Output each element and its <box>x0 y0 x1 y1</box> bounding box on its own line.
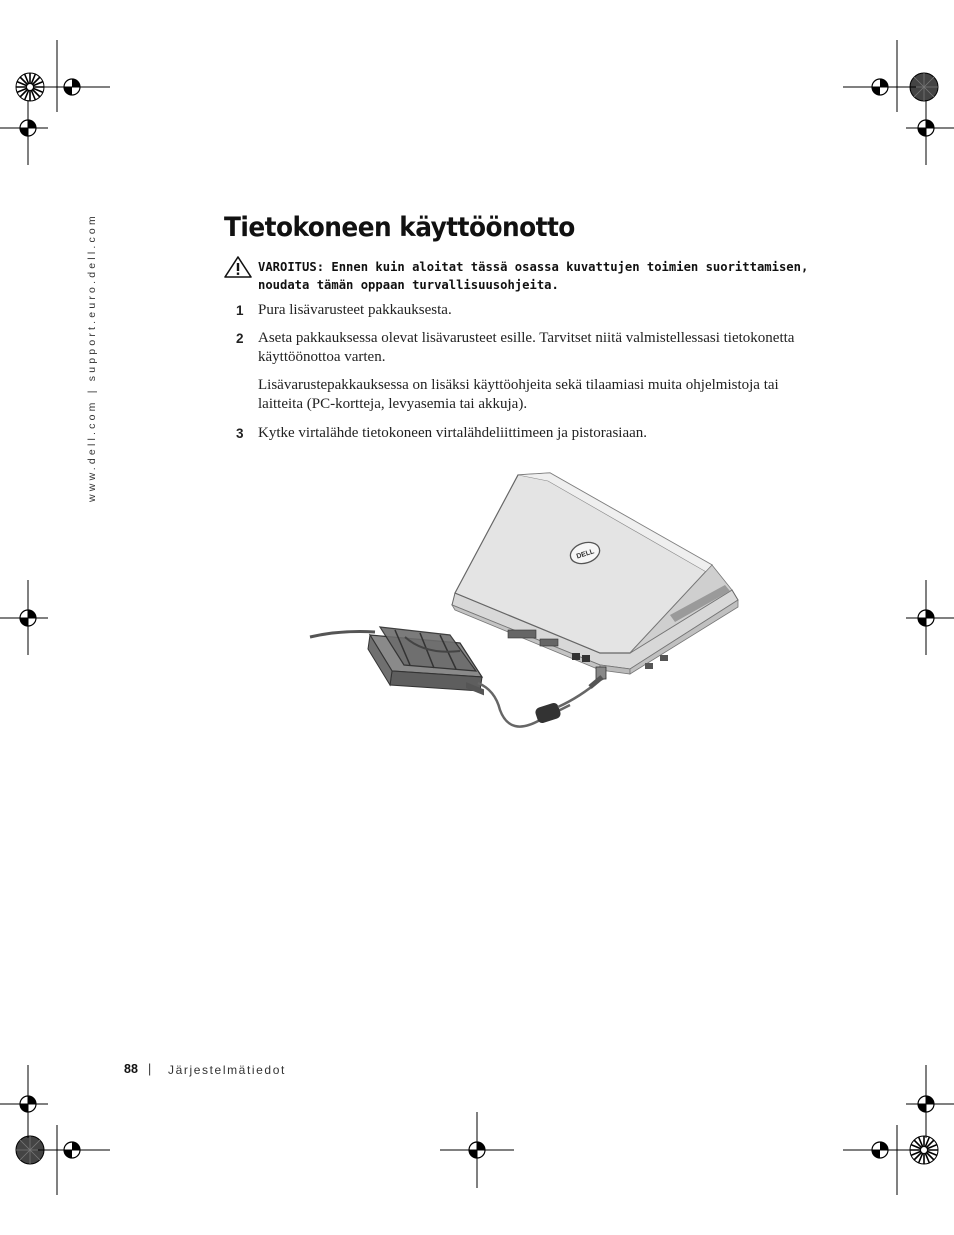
ferrite-bead <box>534 702 562 725</box>
step-number: 3 <box>236 426 244 441</box>
power-adapter <box>368 627 482 691</box>
page-number: 88 <box>124 1062 138 1076</box>
footer-separator: | <box>148 1062 152 1076</box>
laptop-adapter-illustration <box>300 465 750 750</box>
warning-text: VAROITUS: Ennen kuin aloitat tässä osassa kuvattujen toimien suorittamisen, noudata tämän oppaan turvallisuusohjeita. <box>258 260 809 292</box>
step-text: Aseta pakkauksessa olevat lisävarusteet esille. Tarvitset niitä valmistellessasi tietokonetta käyttöönottoa varten. <box>258 330 795 365</box>
step-number: 1 <box>236 303 244 318</box>
step-text: Kytke virtalähde tietokoneen virtalähdeliittimeen ja pistorasiaan. <box>258 425 648 441</box>
step-number: 2 <box>236 331 244 346</box>
wall-cable <box>310 632 375 637</box>
warning-icon <box>224 256 252 278</box>
sidebar-url: www.dell.com | support.euro.dell.com <box>86 213 98 502</box>
laptop <box>452 473 738 695</box>
page-title: Tietokoneen käyttöönotto <box>224 212 575 243</box>
dell-logo: DELL <box>575 548 596 561</box>
footer-section-title: Järjestelmätiedot <box>168 1063 286 1077</box>
step-text: Pura lisävarusteet pakkauksesta. <box>258 302 452 318</box>
step-note-text: Lisävarustepakkauksessa on lisäksi käyttöohjeita sekä tilaamiasi muita ohjelmistoja tai laitteita (PC-kortteja, levyasemia tai akkuja). <box>258 377 779 412</box>
